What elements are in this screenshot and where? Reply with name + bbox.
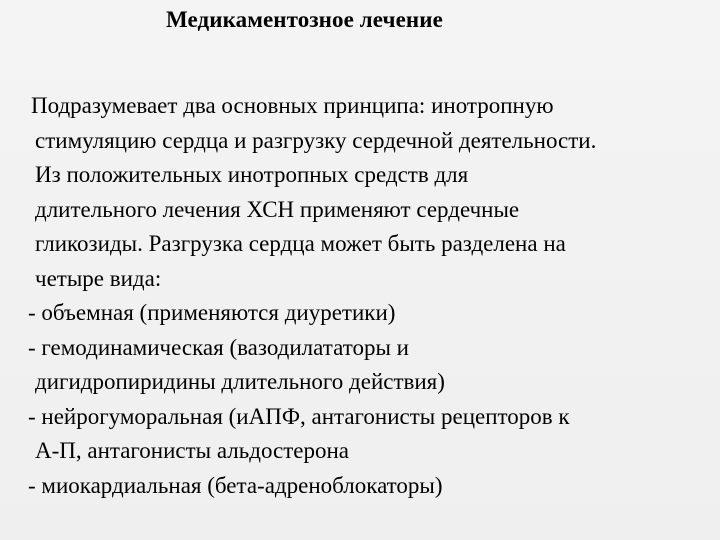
paragraph-line: длительного лечения ХСН применяют сердечные (35, 196, 520, 222)
slide-body (28, 89, 718, 503)
list-item-line: - объемная (применяются диуретики) (28, 300, 396, 325)
list-item (28, 296, 718, 331)
list-item-line: - миокардиальная (бета-адреноблокаторы) (28, 472, 443, 498)
intro-paragraph (28, 89, 718, 296)
paragraph-line: стимуляцию сердца и разгрузку сердечной деятельности. (35, 127, 597, 153)
list-item-line: дигидропиридины длительного действия) (35, 369, 445, 394)
list-item (28, 469, 718, 504)
paragraph-line: Из положительных инотропных средств для (35, 162, 469, 187)
paragraph-line: гликозиды. Разгрузка сердца может быть разделена на (35, 231, 566, 256)
slide-title: Медикаментозное лечение (166, 7, 443, 32)
list-item (28, 331, 718, 400)
paragraph-line: четыре вида: (35, 265, 162, 291)
unloading-types-list (28, 296, 718, 503)
list-item-line: - гемодинамическая (вазодилататоры и (28, 334, 409, 360)
list-item-line: А-П, антагонисты альдостерона (35, 438, 350, 463)
list-item (28, 400, 718, 469)
paragraph-line: Подразумевает два основных принципа: инотропную (31, 93, 554, 118)
list-item-line: - нейрогуморальная (иАПФ, антагонисты рецепторов к (28, 403, 570, 429)
